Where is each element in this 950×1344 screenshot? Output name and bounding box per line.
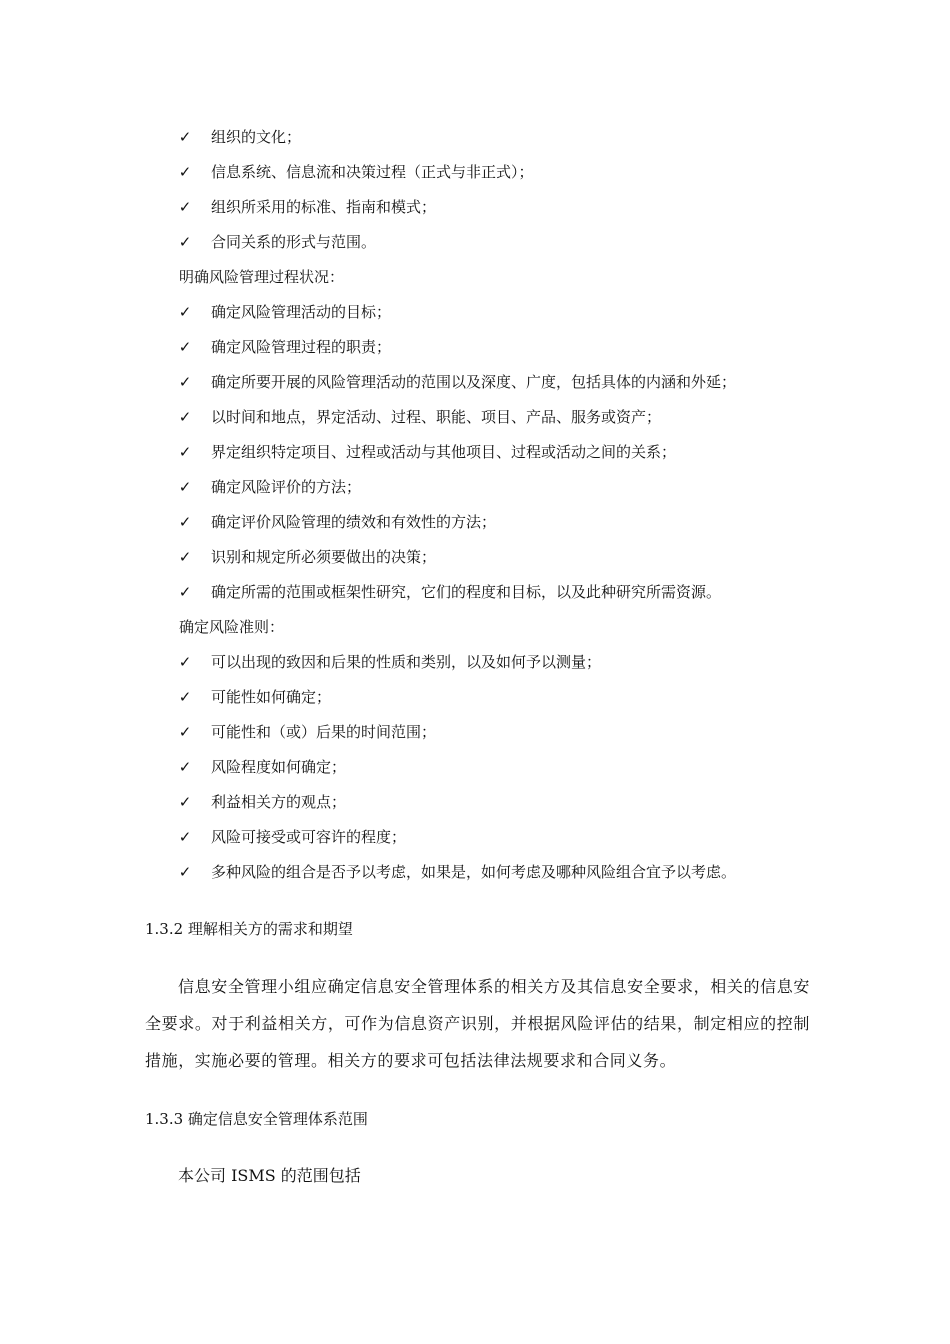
- list-intro: 确定风险准则：: [179, 618, 285, 636]
- list-item: 合同关系的形式与范围。: [211, 233, 377, 251]
- list-item: 确定风险管理过程的职责；: [211, 338, 392, 356]
- check-icon: ✓: [178, 828, 192, 846]
- check-icon: ✓: [178, 583, 192, 601]
- check-icon: ✓: [178, 303, 192, 321]
- list-intro: 明确风险管理过程状况：: [179, 268, 345, 286]
- section-paragraph: 信息安全管理小组应确定信息安全管理体系的相关方及其信息安全要求，相关的信息安全要求。对于利益相关方，可作为信息资产识别，并根据风险评估的结果，制定相应的控制措施，实施必要的管理。相关方的要求可包括法律法规要求和合同义务。: [145, 977, 810, 1070]
- check-icon: ✓: [178, 128, 192, 146]
- check-icon: ✓: [178, 373, 192, 391]
- check-icon: ✓: [178, 548, 192, 566]
- check-icon: ✓: [178, 338, 192, 356]
- list-item: 利益相关方的观点；: [211, 793, 347, 811]
- check-icon: ✓: [178, 443, 192, 461]
- list-item: 组织所采用的标准、指南和模式；: [211, 198, 437, 216]
- list-item: 信息系统、信息流和决策过程（正式与非正式）；: [211, 163, 534, 181]
- list-item: 确定风险评价的方法；: [211, 478, 362, 496]
- list-item: 确定风险管理活动的目标；: [211, 303, 392, 321]
- check-icon: ✓: [178, 863, 192, 881]
- check-icon: ✓: [178, 163, 192, 181]
- list-item: 以时间和地点，界定活动、过程、职能、项目、产品、服务或资产；: [211, 408, 662, 426]
- list-item: 确定所需的范围或框架性研究，它们的程度和目标，以及此种研究所需资源。: [211, 583, 722, 601]
- check-icon: ✓: [178, 198, 192, 216]
- list-item: 确定评价风险管理的绩效和有效性的方法；: [211, 513, 497, 531]
- list-item: 组织的文化；: [211, 128, 302, 146]
- section-heading: 1.3.3 确定信息安全管理体系范围: [145, 1110, 368, 1128]
- check-icon: ✓: [178, 408, 192, 426]
- list-item: 多种风险的组合是否予以考虑，如果是，如何考虑及哪种风险组合宜予以考虑。: [211, 863, 737, 881]
- check-icon: ✓: [178, 478, 192, 496]
- list-item: 识别和规定所必须要做出的决策；: [211, 548, 437, 566]
- list-item: 风险可接受或可容许的程度；: [211, 828, 407, 846]
- list-item: 可以出现的致因和后果的性质和类别，以及如何予以测量；: [211, 653, 602, 671]
- list-item: 风险程度如何确定；: [211, 758, 347, 776]
- check-icon: ✓: [178, 653, 192, 671]
- check-icon: ✓: [178, 758, 192, 776]
- check-icon: ✓: [178, 233, 192, 251]
- section-paragraph: 本公司 ISMS 的范围包括: [178, 1166, 361, 1185]
- list-item: 界定组织特定项目、过程或活动与其他项目、过程或活动之间的关系；: [211, 443, 677, 461]
- list-item: 可能性如何确定；: [211, 688, 332, 706]
- list-item: 可能性和（或）后果的时间范围；: [211, 723, 437, 741]
- check-icon: ✓: [178, 513, 192, 531]
- check-icon: ✓: [178, 688, 192, 706]
- list-item: 确定所要开展的风险管理活动的范围以及深度、广度，包括具体的内涵和外延；: [211, 373, 737, 391]
- section-heading: 1.3.2 理解相关方的需求和期望: [145, 920, 353, 938]
- check-icon: ✓: [178, 793, 192, 811]
- check-icon: ✓: [178, 723, 192, 741]
